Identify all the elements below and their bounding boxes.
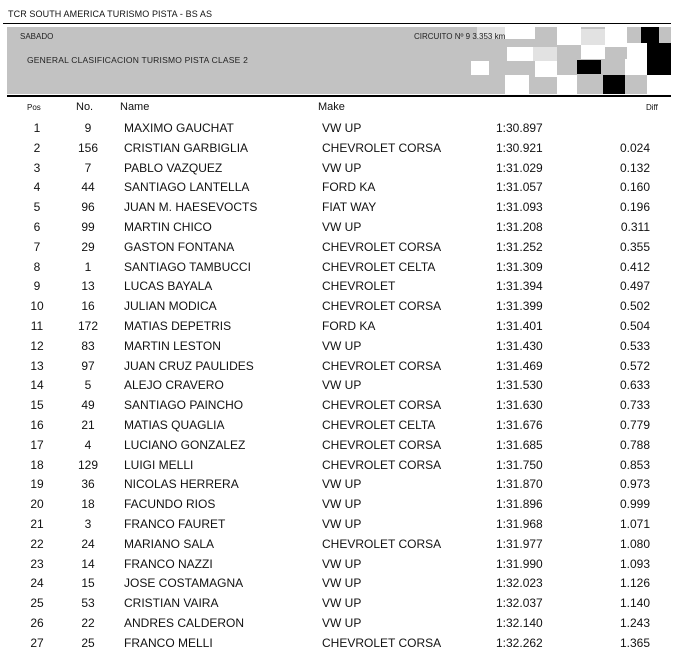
row-pos: 8 (33, 259, 41, 274)
table-row (0, 418, 673, 437)
col-make-header: Make (318, 101, 345, 113)
row-driver-name: LUCIANO GONZALEZ (124, 437, 246, 452)
row-number: 5 (84, 378, 92, 393)
row-car-make: VW UP (322, 220, 362, 234)
row-car-make: CHEVROLET CORSA (322, 398, 442, 413)
row-car-make: CHEVROLET CORSA (322, 239, 442, 254)
row-car-make: CHEVROLET CORSA (322, 437, 442, 452)
table-row (0, 458, 673, 477)
row-number: 44 (81, 180, 95, 195)
row-lap-time: 1:31.990 (496, 556, 543, 571)
table-row (0, 477, 673, 496)
row-gap: 0.160 (619, 180, 650, 195)
row-driver-name: MATIAS DEPETRIS (124, 319, 232, 333)
table-row (0, 141, 673, 160)
row-car-make: CHEVROLET CELTA (322, 418, 436, 432)
row-lap-time: 1:31.252 (496, 239, 543, 254)
row-driver-name: MARIANO SALA (124, 536, 215, 551)
row-gap: 0.024 (619, 140, 650, 155)
table-row (0, 200, 673, 219)
row-gap: 0.779 (619, 418, 650, 432)
row-lap-time: 1:31.530 (496, 378, 543, 393)
table-row (0, 636, 673, 655)
row-car-make: VW UP (322, 338, 362, 353)
row-pos: 3 (33, 160, 41, 175)
row-lap-time: 1:31.870 (496, 477, 543, 492)
row-gap: 1.093 (619, 556, 650, 571)
title-rule (3, 23, 671, 24)
row-gap: 0.973 (619, 477, 650, 492)
row-lap-time: 1:31.896 (496, 497, 543, 512)
row-number: 16 (81, 299, 95, 314)
row-gap: 0.502 (619, 299, 650, 314)
row-pos: 18 (30, 457, 44, 472)
row-lap-time: 1:31.399 (496, 299, 543, 314)
table-row (0, 299, 673, 318)
row-gap: 1.080 (619, 536, 650, 551)
row-driver-name: PABLO VAZQUEZ (124, 160, 223, 175)
row-driver-name: MARTIN CHICO (124, 220, 212, 234)
row-gap: 0.355 (619, 239, 650, 254)
row-lap-time: 1:31.208 (496, 220, 543, 234)
row-pos: 25 (30, 596, 44, 611)
row-car-make: VW UP (322, 378, 362, 393)
row-car-make: FIAT WAY (322, 200, 377, 215)
table-row (0, 517, 673, 536)
row-lap-time: 1:32.140 (496, 616, 543, 630)
row-number: 49 (81, 398, 95, 413)
row-number: 96 (81, 200, 95, 215)
table-row (0, 359, 673, 378)
row-pos: 27 (30, 635, 44, 650)
row-driver-name: FRANCO MELLI (124, 635, 213, 650)
row-car-make: CHEVROLET CORSA (322, 457, 442, 472)
row-gap: 0.788 (619, 437, 650, 452)
row-number: 14 (81, 556, 95, 571)
row-gap: 1.126 (619, 576, 650, 591)
row-number: 29 (81, 239, 95, 254)
row-number: 172 (77, 319, 99, 333)
row-number: 97 (81, 358, 95, 373)
row-gap: 0.311 (620, 220, 650, 234)
row-pos: 22 (30, 536, 44, 551)
row-gap: 0.633 (619, 378, 650, 393)
row-number: 83 (81, 338, 95, 353)
row-gap: 0.497 (619, 279, 650, 294)
row-pos: 19 (30, 477, 44, 492)
row-gap: 0.572 (619, 358, 650, 373)
row-pos: 24 (30, 576, 44, 591)
table-row (0, 260, 673, 279)
row-gap: 0.999 (619, 497, 650, 512)
row-driver-name: JOSE COSTAMAGNA (124, 576, 244, 591)
row-number: 7 (84, 160, 92, 175)
table-row (0, 576, 673, 595)
row-gap: 0.733 (619, 398, 650, 413)
row-driver-name: GASTON FONTANA (124, 239, 235, 254)
table-row (0, 339, 673, 358)
row-pos: 4 (33, 180, 41, 195)
row-car-make: VW UP (322, 517, 362, 531)
document-title: TCR SOUTH AMERICA TURISMO PISTA - BS AS (8, 9, 213, 19)
row-lap-time: 1:31.630 (496, 398, 543, 413)
row-driver-name: MAXIMO GAUCHAT (124, 121, 234, 135)
banner-rule (7, 95, 671, 97)
row-car-make: VW UP (322, 616, 362, 630)
row-gap: 0.196 (619, 200, 650, 215)
row-driver-name: LUIGI MELLI (124, 457, 194, 472)
row-car-make: VW UP (322, 121, 362, 135)
row-driver-name: CRISTIAN GARBIGLIA (124, 140, 249, 155)
row-car-make: CHEVROLET CORSA (322, 358, 442, 373)
row-number: 3 (84, 517, 92, 531)
row-number: 129 (77, 457, 99, 472)
classification-subtitle: GENERAL CLASIFICACION TURISMO PISTA CLASE 2 (27, 55, 248, 65)
row-lap-time: 1:31.685 (496, 437, 543, 452)
table-row (0, 438, 673, 457)
row-gap: 0.533 (619, 338, 650, 353)
table-row (0, 121, 673, 140)
row-driver-name: JULIAN MODICA (124, 299, 217, 314)
row-lap-time: 1:30.897 (496, 121, 543, 135)
row-pos: 6 (33, 220, 41, 234)
row-number: 13 (81, 279, 95, 294)
row-driver-name: JUAN M. HAESEVOCTS (124, 200, 258, 215)
row-lap-time: 1:31.093 (496, 200, 543, 215)
table-row (0, 180, 673, 199)
row-lap-time: 1:31.309 (496, 259, 543, 274)
row-car-make: VW UP (322, 477, 362, 492)
row-lap-time: 1:31.469 (496, 358, 543, 373)
row-driver-name: MARTIN LESTON (124, 338, 221, 353)
row-car-make: VW UP (322, 556, 362, 571)
row-driver-name: MATIAS QUAGLIA (124, 418, 225, 432)
row-gap: 0.853 (619, 457, 650, 472)
row-lap-time: 1:31.394 (496, 279, 543, 294)
row-lap-time: 1:31.401 (496, 319, 543, 333)
col-name-header: Name (120, 101, 150, 113)
row-car-make: CHEVROLET CELTA (322, 259, 436, 274)
row-number: 1 (84, 259, 92, 274)
row-number: 21 (81, 418, 95, 432)
row-pos: 26 (30, 616, 44, 630)
row-driver-name: SANTIAGO PAINCHO (124, 398, 244, 413)
row-driver-name: ALEJO CRAVERO (124, 378, 224, 393)
row-lap-time: 1:31.977 (496, 536, 543, 551)
row-pos: 23 (30, 556, 44, 571)
row-gap: 0.504 (619, 319, 650, 333)
row-driver-name: SANTIAGO LANTELLA (124, 180, 250, 195)
row-lap-time: 1:31.676 (496, 418, 543, 432)
row-pos: 1 (33, 121, 41, 135)
row-pos: 5 (33, 200, 41, 215)
row-number: 9 (84, 121, 92, 135)
row-pos: 9 (33, 279, 41, 294)
row-pos: 21 (30, 517, 44, 531)
row-car-make: VW UP (322, 497, 362, 512)
row-number: 25 (81, 635, 95, 650)
row-gap: 0.132 (619, 160, 650, 175)
row-gap: 1.140 (619, 596, 650, 611)
table-row (0, 220, 673, 239)
row-pos: 13 (30, 358, 44, 373)
col-pos-header: Pos (27, 103, 41, 112)
table-row (0, 279, 673, 298)
table-row (0, 616, 673, 635)
row-lap-time: 1:31.057 (496, 180, 543, 195)
table-row (0, 596, 673, 615)
row-number: 36 (81, 477, 95, 492)
row-car-make: FORD KA (322, 180, 376, 195)
row-car-make: VW UP (322, 160, 362, 175)
row-driver-name: NICOLAS HERRERA (124, 477, 239, 492)
table-row (0, 319, 673, 338)
row-pos: 14 (30, 378, 44, 393)
table-row (0, 378, 673, 397)
table-row (0, 240, 673, 259)
table-row (0, 398, 673, 417)
session-day: SABADO (20, 32, 54, 41)
row-lap-time: 1:31.750 (496, 457, 543, 472)
row-lap-time: 1:32.037 (496, 596, 543, 611)
row-driver-name: LUCAS BAYALA (124, 279, 213, 294)
row-lap-time: 1:30.921 (496, 140, 543, 155)
row-number: 15 (81, 576, 95, 591)
row-number: 24 (81, 536, 95, 551)
row-pos: 12 (30, 338, 44, 353)
row-lap-time: 1:31.029 (496, 160, 543, 175)
table-row (0, 557, 673, 576)
row-number: 4 (84, 437, 92, 452)
row-gap: 1.365 (619, 635, 650, 650)
row-pos: 2 (33, 140, 41, 155)
row-pos: 17 (30, 437, 44, 452)
row-car-make: CHEVROLET CORSA (322, 299, 442, 314)
row-number: 99 (81, 220, 95, 234)
row-gap: 1.071 (619, 517, 650, 531)
row-gap: 0.412 (619, 259, 650, 274)
row-pos: 16 (30, 418, 44, 432)
row-pos: 11 (30, 319, 44, 333)
row-number: 53 (81, 596, 95, 611)
row-driver-name: FACUNDO RIOS (124, 497, 216, 512)
row-car-make: VW UP (322, 576, 362, 591)
row-car-make: CHEVROLET (322, 279, 396, 294)
row-number: 156 (77, 140, 99, 155)
row-number: 22 (81, 616, 95, 630)
row-car-make: CHEVROLET CORSA (322, 140, 442, 155)
row-pos: 15 (30, 398, 44, 413)
row-pos: 7 (33, 239, 41, 254)
row-driver-name: FRANCO NAZZI (124, 556, 213, 571)
row-driver-name: ANDRES CALDERON (124, 616, 245, 630)
row-car-make: CHEVROLET CORSA (322, 635, 442, 650)
table-row (0, 537, 673, 556)
col-diff-header: Diff (646, 103, 658, 112)
row-driver-name: SANTIAGO TAMBUCCI (124, 259, 251, 274)
row-pos: 20 (30, 497, 44, 512)
table-row (0, 161, 673, 180)
row-lap-time: 1:32.262 (496, 635, 543, 650)
row-car-make: VW UP (322, 596, 362, 611)
row-pos: 10 (30, 299, 44, 314)
row-lap-time: 1:31.968 (496, 517, 543, 531)
row-driver-name: FRANCO FAURET (124, 517, 226, 531)
col-no-header: No. (76, 101, 94, 113)
row-lap-time: 1:31.430 (496, 338, 543, 353)
row-car-make: CHEVROLET CORSA (322, 536, 442, 551)
row-lap-time: 1:32.023 (496, 576, 543, 591)
row-driver-name: CRISTIAN VAIRA (124, 596, 219, 611)
row-driver-name: JUAN CRUZ PAULIDES (124, 358, 254, 373)
row-number: 18 (81, 497, 95, 512)
row-gap: 1.243 (619, 616, 650, 630)
table-row (0, 497, 673, 516)
row-car-make: FORD KA (322, 319, 376, 333)
circuit-info: CIRCUITO Nº 9 3.353 km (414, 32, 506, 41)
